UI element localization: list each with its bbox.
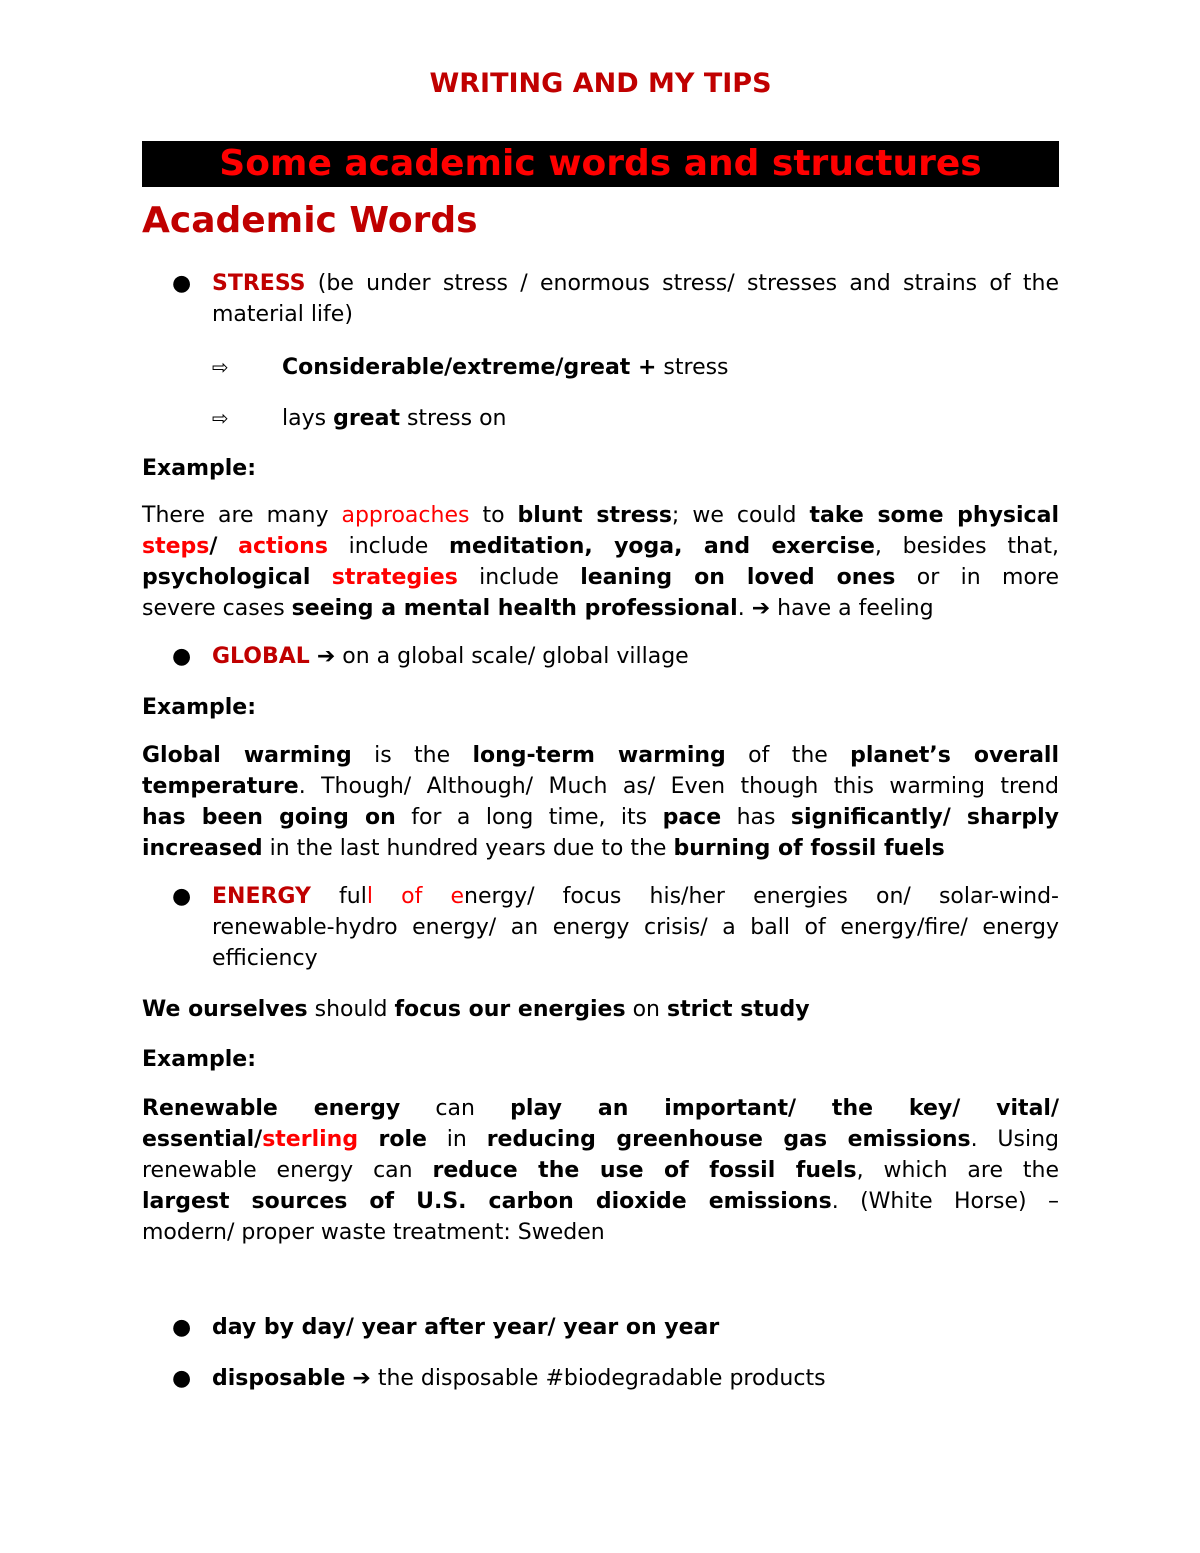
solid-arrow-icon: ➔: [352, 1366, 371, 1391]
energy-sentence: We ourselves should focus our energies on strict study: [142, 997, 810, 1022]
solid-arrow-icon: ➔: [316, 644, 336, 669]
bullet-dot-icon: ●: [172, 271, 192, 296]
example-label: Example:: [142, 456, 256, 481]
bullet-stress: [172, 268, 1059, 330]
hollow-arrow-icon: ⇨: [212, 355, 229, 379]
example-label: Example:: [142, 1047, 256, 1072]
section-banner: Some academic words and structures: [142, 141, 1059, 187]
bullet-dot-icon: ●: [172, 1366, 192, 1391]
bullet-disposable: ● disposable ➔ the disposable #biodegradable products: [212, 1363, 1059, 1394]
stress-line-1: STRESS (be under stress / enormous stress/ stresses and strains of the: [212, 271, 1059, 296]
solid-arrow-icon: ➔: [751, 596, 771, 621]
bullet-global: ● GLOBAL ➔ on a global scale/ global village: [212, 641, 1059, 672]
stress-line-2: material life): [212, 302, 353, 327]
bullet-day-by-day: ● day by day/ year after year/ year on year: [212, 1312, 1059, 1343]
stress-example-paragraph: There are many approaches to blunt stress; we could take some physical steps/ actions include meditation, yoga, and exercise, besides that, psychological strategies include leaning on loved ones or in more severe cases seeing a mental health professional. ➔ have a feeling: [142, 503, 1059, 621]
section-heading: Academic Words: [142, 200, 478, 241]
example-label: Example:: [142, 695, 256, 720]
bullet-dot-icon: ●: [172, 1315, 192, 1340]
energy-example-paragraph: Renewable energy can play an important/ the key/ vital/ essential/sterling role in reducing greenhouse gas emissions. Using renewable energy can reduce the use of fossil fuels, which are the largest sources of U.S. carbon dioxide emissions. (White Horse) – modern/ proper waste treatment: Sweden: [142, 1096, 1059, 1245]
hollow-arrow-icon: ⇨: [212, 406, 229, 430]
global-example-paragraph: Global warming is the long-term warming of the planet’s overall temperature. Though/ Although/ Much as/ Even though this warming trend has been going on for a long time, its pace has significantly/ sharply increased in the last hundred years due to the burning of fossil fuels: [142, 743, 1059, 861]
bullet-dot-icon: ●: [172, 884, 192, 909]
bullet-dot-icon: ●: [172, 644, 192, 669]
bullet-energy: ● ENERGY full of energy/ focus his/her energies on/ solar-wind- renewable-hydro energy/ an energy crisis/ a ball of energy/fire/ energy efficiency: [212, 881, 1059, 974]
document-title: WRITING AND MY TIPS: [429, 68, 772, 99]
